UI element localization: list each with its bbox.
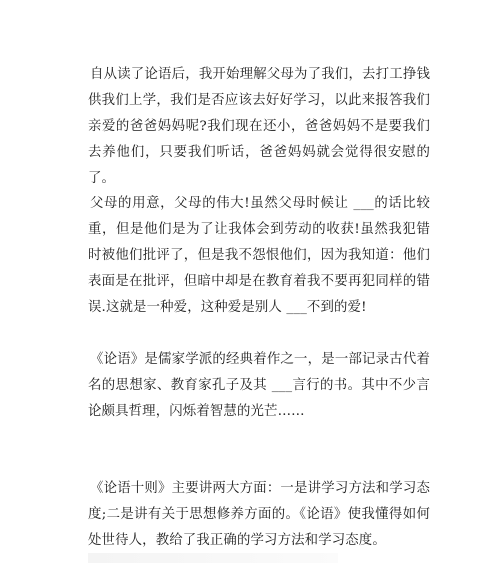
faded-text-line	[88, 553, 338, 563]
paragraph-2: 父母的用意，父母的伟大!虽然父母时候让 ___的话比较重，但是他们是为了让我体会到劳动的收获!虽然我犯错时被他们批评了，但是我不怨恨他们，因为我知道：他们表面是在批评，但暗中却是在教育着我不要再犯同样的错误.这就是一种爱，这种爱是别人 ___不到的爱!	[88, 196, 430, 315]
paragraph-3: 《论语》是儒家学派的经典着作之一，是一部记录古代着名的思想家、教育家孔子及其 ___言行的书。其中不少言论颇具哲理，闪烁着智慧的光芒……	[88, 352, 430, 419]
paragraph-1: 自从读了论语后，我开始理解父母为了我们，去打工挣钱供我们上学，我们是否应该去好好学习，以此来报答我们亲爱的爸爸妈妈呢?我们现在还小，爸爸妈妈不是要我们去养他们，只要我们听话，爸爸妈妈就会觉得很安慰的了。	[88, 67, 430, 186]
paragraph-4: 《论语十则》主要讲两大方面：一是讲学习方法和学习态度;二是讲有关于思想修养方面的。《论语》使我懂得如何处世待人，教给了我正确的学习方法和学习态度。	[88, 481, 430, 548]
